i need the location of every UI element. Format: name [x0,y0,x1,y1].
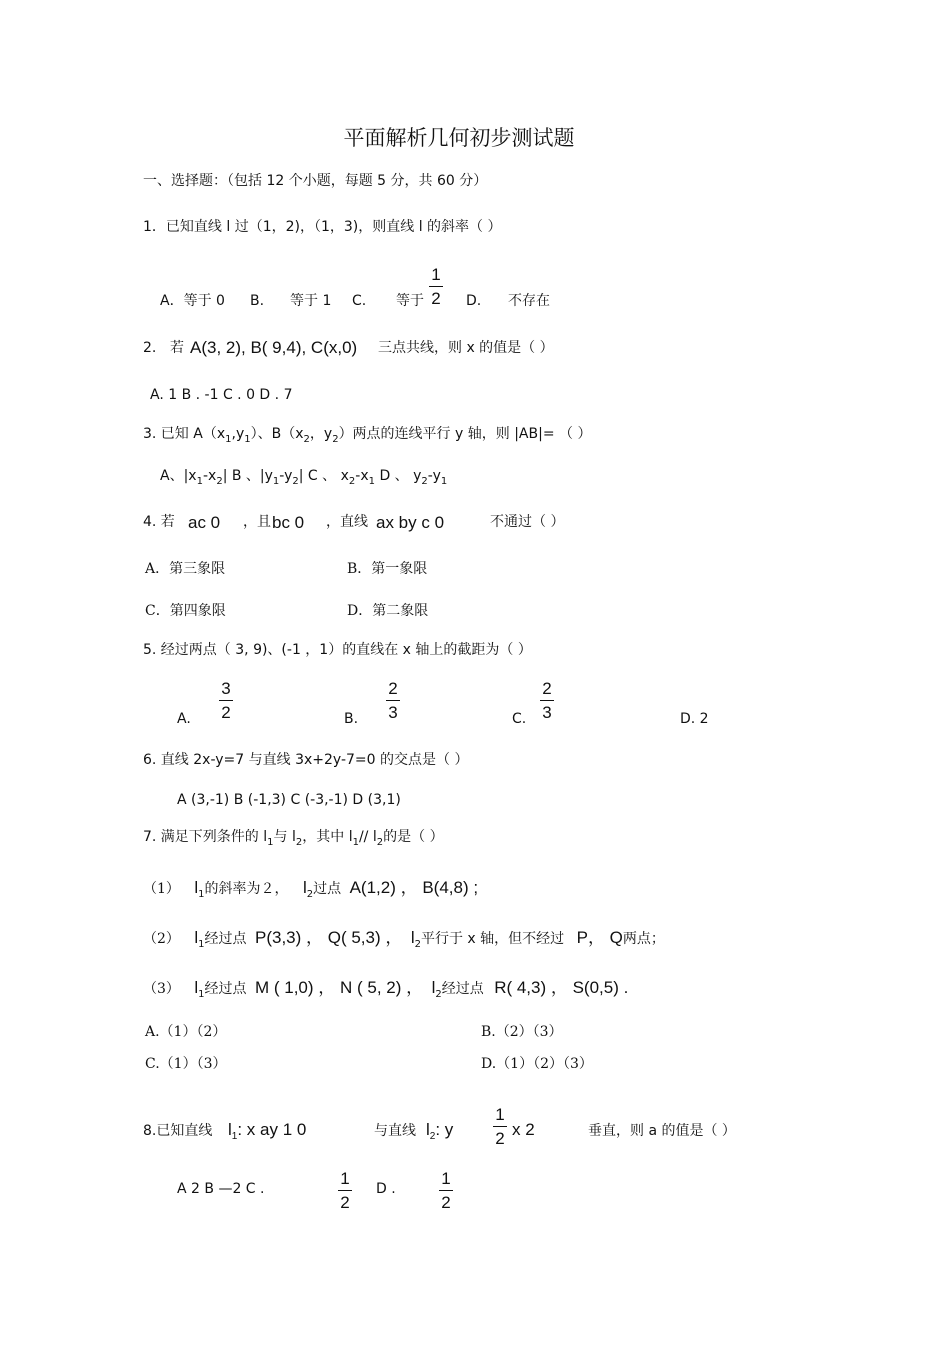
question-7-stem [143,830,444,848]
fraction-denominator: 2 [441,1193,451,1212]
question-8-math-1 [228,1121,306,1142]
question-3-options [160,469,447,487]
stem-part: ，其中 l [302,829,353,845]
subscript: 1 [198,989,205,1000]
q5-option-c-fraction [540,680,554,721]
option-part: | B 、|y [222,468,273,484]
subscript: 2 [332,434,339,445]
option-part: -x [202,468,217,484]
fraction-numerator: 1 [495,1105,505,1124]
math-part: l [228,1120,232,1139]
q4-option-a: A．第三象限 [145,561,226,577]
fraction-denominator: 3 [542,703,552,722]
math-part: P， Q [576,928,623,947]
q7-option-c: C.（1）（3） [145,1056,227,1072]
stem-part: ，y [309,426,333,442]
condition-label: （2） [143,931,180,947]
condition-text: 经过点 [204,931,247,947]
question-8-text-2: 垂直，则 a 的值是（ ） [588,1123,736,1139]
subscript: 2 [216,476,223,487]
q1-option-b-label: B. [250,293,265,309]
q1-option-d-label: D. [466,293,482,309]
condition-label: （3） [143,981,180,997]
q8-option-d-label: D . [376,1181,396,1197]
stem-part: 3. 已知 A（x [143,426,226,442]
subscript: 2 [376,837,384,848]
subscript: 2 [421,476,428,487]
subscript: 2 [292,476,299,487]
q8-option-d-fraction [439,1170,453,1211]
page-title: 平面解析几何初步测试题 [343,126,575,150]
question-4-math-1: ac 0 [188,513,221,532]
subscript: 1 [198,889,205,900]
q7-condition-3 [143,979,628,1000]
q5-option-a-fraction [219,680,233,721]
q5-option-b-label: B. [344,711,359,727]
question-3-stem [143,427,591,445]
subscript: 1 [225,434,232,445]
subscript: 1 [231,1131,238,1142]
q1-option-d-text: 不存在 [508,293,550,309]
fraction-numerator: 3 [221,679,231,698]
condition-label: （1） [143,881,180,897]
math-part: : x ay 1 0 [237,1120,307,1139]
question-4-text-2: ，直线 [326,514,368,530]
fraction-denominator: 2 [340,1193,350,1212]
question-4-math-3: ax by c 0 [376,513,445,532]
condition-text: 经过点 [441,981,484,997]
q8-options-ab: A 2 B —2 C . [177,1181,265,1197]
subscript: 2 [429,1131,436,1142]
question-8-pre: 8.已知直线 [143,1123,213,1139]
subscript: 1 [352,837,359,848]
question-1-stem: 1．已知直线 l 过（1，2)，（1，3)，则直线 l 的斜率（ ） [143,219,502,235]
question-6-options: A (3,-1) B (-1,3) C (-3,-1) D (3,1) [177,792,401,808]
subscript: 1 [272,476,280,487]
question-2-options: A. 1 B . -1 C . 0 D . 7 [150,387,293,403]
math-part: l [194,928,199,947]
fraction-numerator: 1 [340,1169,350,1188]
question-4-text-3: 不通过（ ） [490,514,565,530]
question-8-math-2 [426,1121,453,1142]
q7-condition-1 [143,879,478,900]
q1-option-b-text: 等于 1 [290,293,332,309]
q5-option-d: D. 2 [680,711,709,727]
option-part: -y [427,468,441,484]
subscript: 1 [368,476,375,487]
condition-text: 过点 [313,881,342,897]
q4-option-b: B．第一象限 [347,561,428,577]
question-4-text-1: ，且 [243,514,271,530]
subscript: 2 [435,989,442,1000]
stem-part: 的是（ ） [383,829,444,845]
math-part: P(3,3) ， Q( 5,3) ， [254,928,403,947]
q1-option-c-label: C. [352,293,367,309]
fraction-denominator: 3 [388,703,398,722]
fraction-denominator: 2 [495,1129,505,1148]
math-part: : y [435,1120,454,1139]
math-part: R( 4,3) ， S(0,5) . [494,978,629,997]
condition-text: 平行于 x 轴，但不经过 [420,931,565,947]
q1-option-c-fraction [429,266,443,307]
question-8-math-3: x 2 [512,1120,535,1139]
fraction-numerator: 1 [431,265,441,284]
q8-option-c-fraction [338,1170,352,1211]
question-4-math-2: bc 0 [272,513,305,532]
subscript: 2 [348,476,356,487]
fraction-denominator: 2 [221,703,231,722]
subscript: 1 [440,476,448,487]
math-part: A(1,2) ， B(4,8) ; [349,878,479,897]
q1-option-c-text: 等于 [396,293,424,309]
option-part: D 、 y [375,468,422,484]
math-part: l [194,978,199,997]
math-part: l [302,878,307,897]
stem-part: 与 l [273,829,296,845]
q7-option-a: A.（1）（2） [145,1024,227,1040]
condition-text: 的斜率为２， [204,881,289,897]
fraction-numerator: 2 [388,679,398,698]
stem-part: 7. 满足下列条件的 l [143,829,268,845]
question-2-math: A(3, 2), B( 9,4), C(x,0) [190,338,358,357]
fraction-denominator: 2 [431,289,441,308]
condition-text: 两点； [622,931,665,947]
subscript: 2 [414,939,421,950]
q7-option-b: B.（2）（3） [481,1024,563,1040]
question-5-stem: 5. 经过两点（ 3, 9)、(-1 ，1）的直线在 x 轴上的截距为（ ） [143,642,532,658]
q5-option-a-label: A. [177,711,191,727]
subscript: 1 [244,434,251,445]
q1-option-a: A．等于 0 [160,293,225,309]
fraction-numerator: 1 [441,1169,451,1188]
q5-option-b-fraction [386,680,400,721]
subscript: 2 [303,434,310,445]
stem-part: ）两点的连线平行 y 轴，则 |AB|= （ ） [338,426,592,442]
math-part: M ( 1,0) ， N ( 5, 2) ， [254,978,424,997]
question-2-pre: 若 [170,340,184,356]
q7-option-d: D.（1）（2）（3） [481,1056,593,1072]
stem-part: ）、B（x [250,426,304,442]
q7-condition-2 [143,929,665,950]
question-6-stem: 6. 直线 2x-y=7 与直线 3x+2y-7=0 的交点是（ ） [143,752,469,768]
option-part: -x [355,468,369,484]
math-part: l [431,978,436,997]
stem-part: // l [358,829,377,845]
question-2-post: 三点共线，则 x 的值是（ ） [378,340,554,356]
q4-option-d: D．第二象限 [347,603,429,619]
stem-part: ,y [231,426,245,442]
option-part: | C 、 x [298,468,349,484]
condition-text: 经过点 [204,981,247,997]
question-2-number: 2. [143,340,157,356]
subscript: 2 [306,889,314,900]
subscript: 1 [267,837,274,848]
subscript: 1 [198,939,205,950]
q4-option-c: C．第四象限 [145,603,226,619]
option-part: -y [279,468,293,484]
subscript: 1 [196,476,203,487]
subscript: 2 [295,837,303,848]
question-4-number: 4. 若 [143,514,175,530]
math-part: l [410,928,415,947]
section-heading: 一、选择题：（包括 12 个小题，每题 5 分，共 60 分） [143,173,488,189]
question-8-text-1: 与直线 [374,1123,416,1139]
math-part: l [426,1120,430,1139]
q5-option-c-label: C. [512,711,527,727]
option-part: A、|x [160,468,197,484]
fraction-numerator: 2 [542,679,552,698]
math-part: l [194,878,199,897]
q8-stem-fraction [493,1106,507,1147]
